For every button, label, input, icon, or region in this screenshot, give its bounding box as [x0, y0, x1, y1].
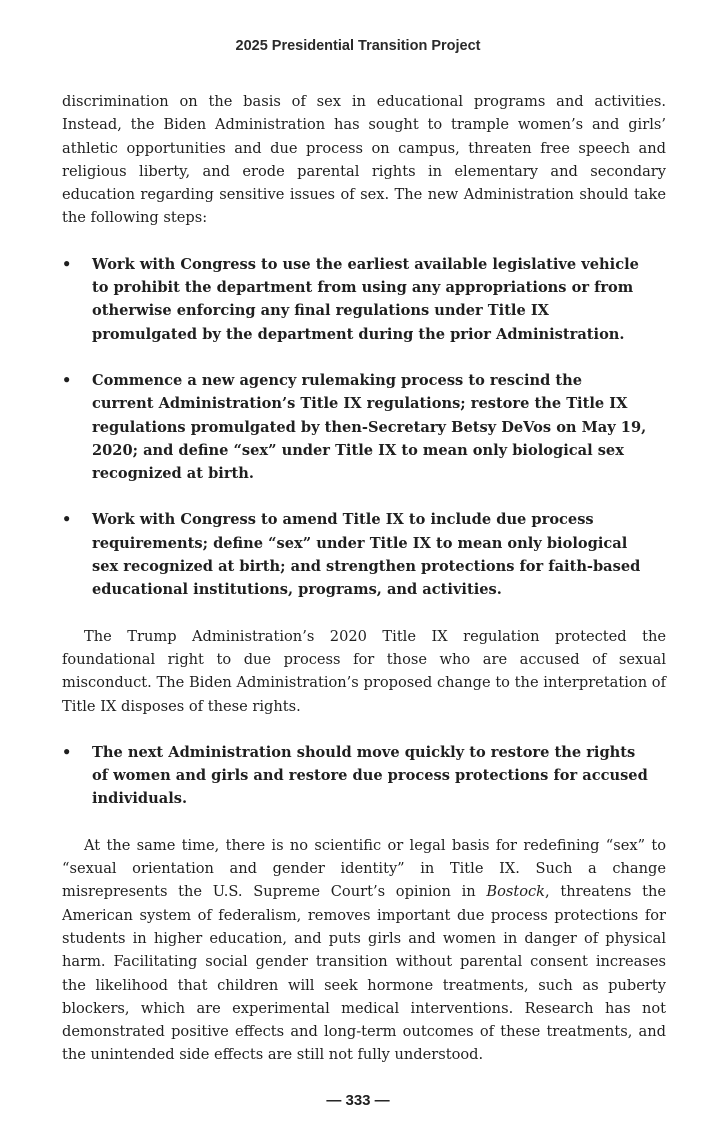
bullet-glyph: • — [62, 255, 72, 273]
paragraph-title-ix-regulation: The Trump Administration’s 2020 Title IX regulation protected the foundational right to due process for those who are accused of sexual misconduct. The Biden Administration’s proposed change to the interpretation of Title IX disposes of these rights. — [62, 627, 666, 715]
running-header: 2025 Presidential Transition Project — [235, 38, 481, 54]
bullet-text: Work with Congress to use the earliest available legislative vehicle to prohibit the department from using any appropriations or from otherwise enforcing any final regulations under Title IX promulgated by the department during the prior Administration. — [92, 255, 639, 343]
bullet-text: Commence a new agency rulemaking process to rescind the current Administration’s Title IX regulations; restore the Title IX regulations promulgated by then-Secretary Betsy DeVos on May 19, 2020; and define “sex” under Title IX to mean only biological sex recognized at birth. — [92, 371, 647, 483]
bullet-glyph: • — [62, 511, 72, 529]
bullet-glyph: • — [62, 743, 72, 761]
body-text — [62, 90, 666, 1067]
bullet-item — [62, 253, 666, 346]
paragraph-continuation: discrimination on the basis of sex in educational programs and activities. Instead, the Biden Administration has sought to trample women’s and girls’ athletic opportunities and due process on campus, threaten free speech and religious liberty, and erode parental rights in elementary and secondary education regarding sensitive issues of sex. The new Administration should take the following steps: — [62, 93, 666, 227]
paragraph-text-part: At the same time, there is no scientific or legal basis for redefining “sex” to “sexual orientation and gender identity” in Title IX. Such a change misrepresents the U.S. Supreme Court’s opinion in — [62, 836, 666, 901]
case-name-italic: Bostock — [486, 883, 546, 901]
paragraph-redefining-sex — [62, 834, 666, 1067]
bullet-item — [62, 508, 666, 601]
bullet-text: Work with Congress to amend Title IX to include due process requirements; define “sex” under Title IX to mean only biological sex recognized at birth; and strengthen protections for faith-based educational institutions, programs, and activities. — [92, 511, 641, 599]
bullet-text: The next Administration should move quickly to restore the rights of women and girls and restore due process protections for accused individuals. — [92, 743, 648, 808]
bullet-item — [62, 369, 666, 485]
bullet-item — [62, 741, 666, 811]
bullet-glyph: • — [62, 371, 72, 389]
page-number: — 333 — — [326, 1092, 390, 1109]
paragraph-text-part: , threatens the American system of federalism, removes important due process protections for students in higher education, and puts girls and women in danger of physical harm. Facilitating social gender transition without parental consent increases the likelihood that children will seek hormone treatments, such as puberty blockers, which are experimental medical interventions. Research has not demonstrated positive effects and long-term outcomes of these treatments, and the unintended side effects are still not fully understood. — [62, 883, 666, 1064]
